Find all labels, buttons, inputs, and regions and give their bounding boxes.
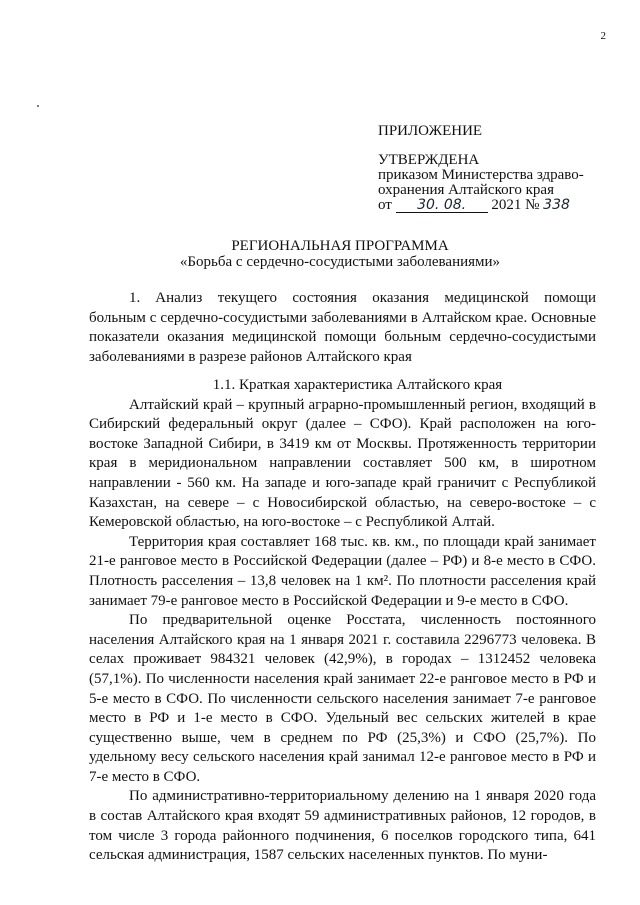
handwritten-date: 30. 08. bbox=[417, 197, 467, 213]
paragraph-2: Территория края составляет 168 тыс. кв. км., по площади край занимает 21-е ранговое место в Российской Федерации (далее – РФ) и 8-е место в СФО. Плотность расселения – 13,8 человек на 1 км². По плотности расселения край занимает 79-е ранговое место в Российской Федерации и 9-е место в СФО. bbox=[89, 533, 596, 609]
paragraph-3: По предварительной оценке Росстата, численность постоянного населения Алтайского края на 1 января 2021 г. составила 2296773 человека. В селах проживает 984321 человек (42,9%), в городах – 1312452 человека (57,1%). По численности населения край занимает 22-е ранговое место в РФ и 5-е место в СФО. По численности сельского населения занимает 7-е ранговое место в РФ и 1-е место в СФО. Удельный вес сельских жителей в крае существенно выше, чем в среднем по РФ (25,3%) и СФО (25,7%). По удельному весу сельского населения край занимал 12-е ранговое место в РФ и 7-е место в СФО. bbox=[89, 612, 596, 785]
program-title-line-1: РЕГИОНАЛЬНАЯ ПРОГРАММА bbox=[231, 238, 449, 254]
handwritten-number: 338 bbox=[543, 197, 570, 213]
number-sign: № bbox=[525, 197, 540, 213]
section-1-text: 1. Анализ текущего состояния оказания медицинской помощи больным с сердечно-сосудистыми заболеваниями в Алтайском крае. Основные показатели оказания медицинской помощи больным сердечно-сосудистыми заболеваниями в разрезе районов Алтайского края bbox=[89, 290, 596, 365]
page-number: 2 bbox=[600, 30, 606, 42]
program-title bbox=[120, 238, 560, 270]
paragraph-1: Алтайский край – крупный аграрно-промышленный регион, входящий в Сибирский федеральный округ (далее – СФО). Край расположен на юго-востоке Западной Сибири, в 3419 км от Москвы. Протяженность территории края в меридиональном направлении составляет 500 км, в широтном направлении - 560 км. На западе и юго-западе край граничит с Республикой Казахстан, на севере – с Новосибирской областью, на северо-востоке – с Кемеровской областью, на юго-востоке – с Республикой Алтай. bbox=[89, 396, 596, 531]
from-prefix: от bbox=[378, 197, 392, 213]
program-title-line-2: «Борьба с сердечно-сосудистыми заболеваниями» bbox=[179, 254, 501, 270]
appendix-heading: ПРИЛОЖЕНИЕ bbox=[378, 123, 483, 139]
order-line-2: охранения Алтайского края bbox=[378, 182, 554, 198]
approved-label: УТВЕРЖДЕНА bbox=[378, 152, 480, 168]
main-text bbox=[89, 376, 596, 866]
order-date-line bbox=[378, 198, 628, 213]
date-field bbox=[396, 199, 488, 213]
order-year: 2021 bbox=[491, 197, 522, 213]
subsection-heading: 1.1. Краткая характеристика Алтайского края bbox=[212, 377, 503, 393]
approval-block bbox=[378, 124, 628, 213]
order-line-1: приказом Министерства здраво- bbox=[378, 167, 584, 183]
paragraph-4: По административно-территориальному делению на 1 января 2020 года в состав Алтайского края входят 59 административных районов, 12 городов, в том числе 3 города районного подчинения, 6 поселков городского типа, 641 сельская администрация, 1587 сельских населенных пунктов. По муни- bbox=[89, 788, 596, 864]
scan-speck bbox=[37, 105, 39, 107]
section-1-heading bbox=[89, 289, 596, 367]
